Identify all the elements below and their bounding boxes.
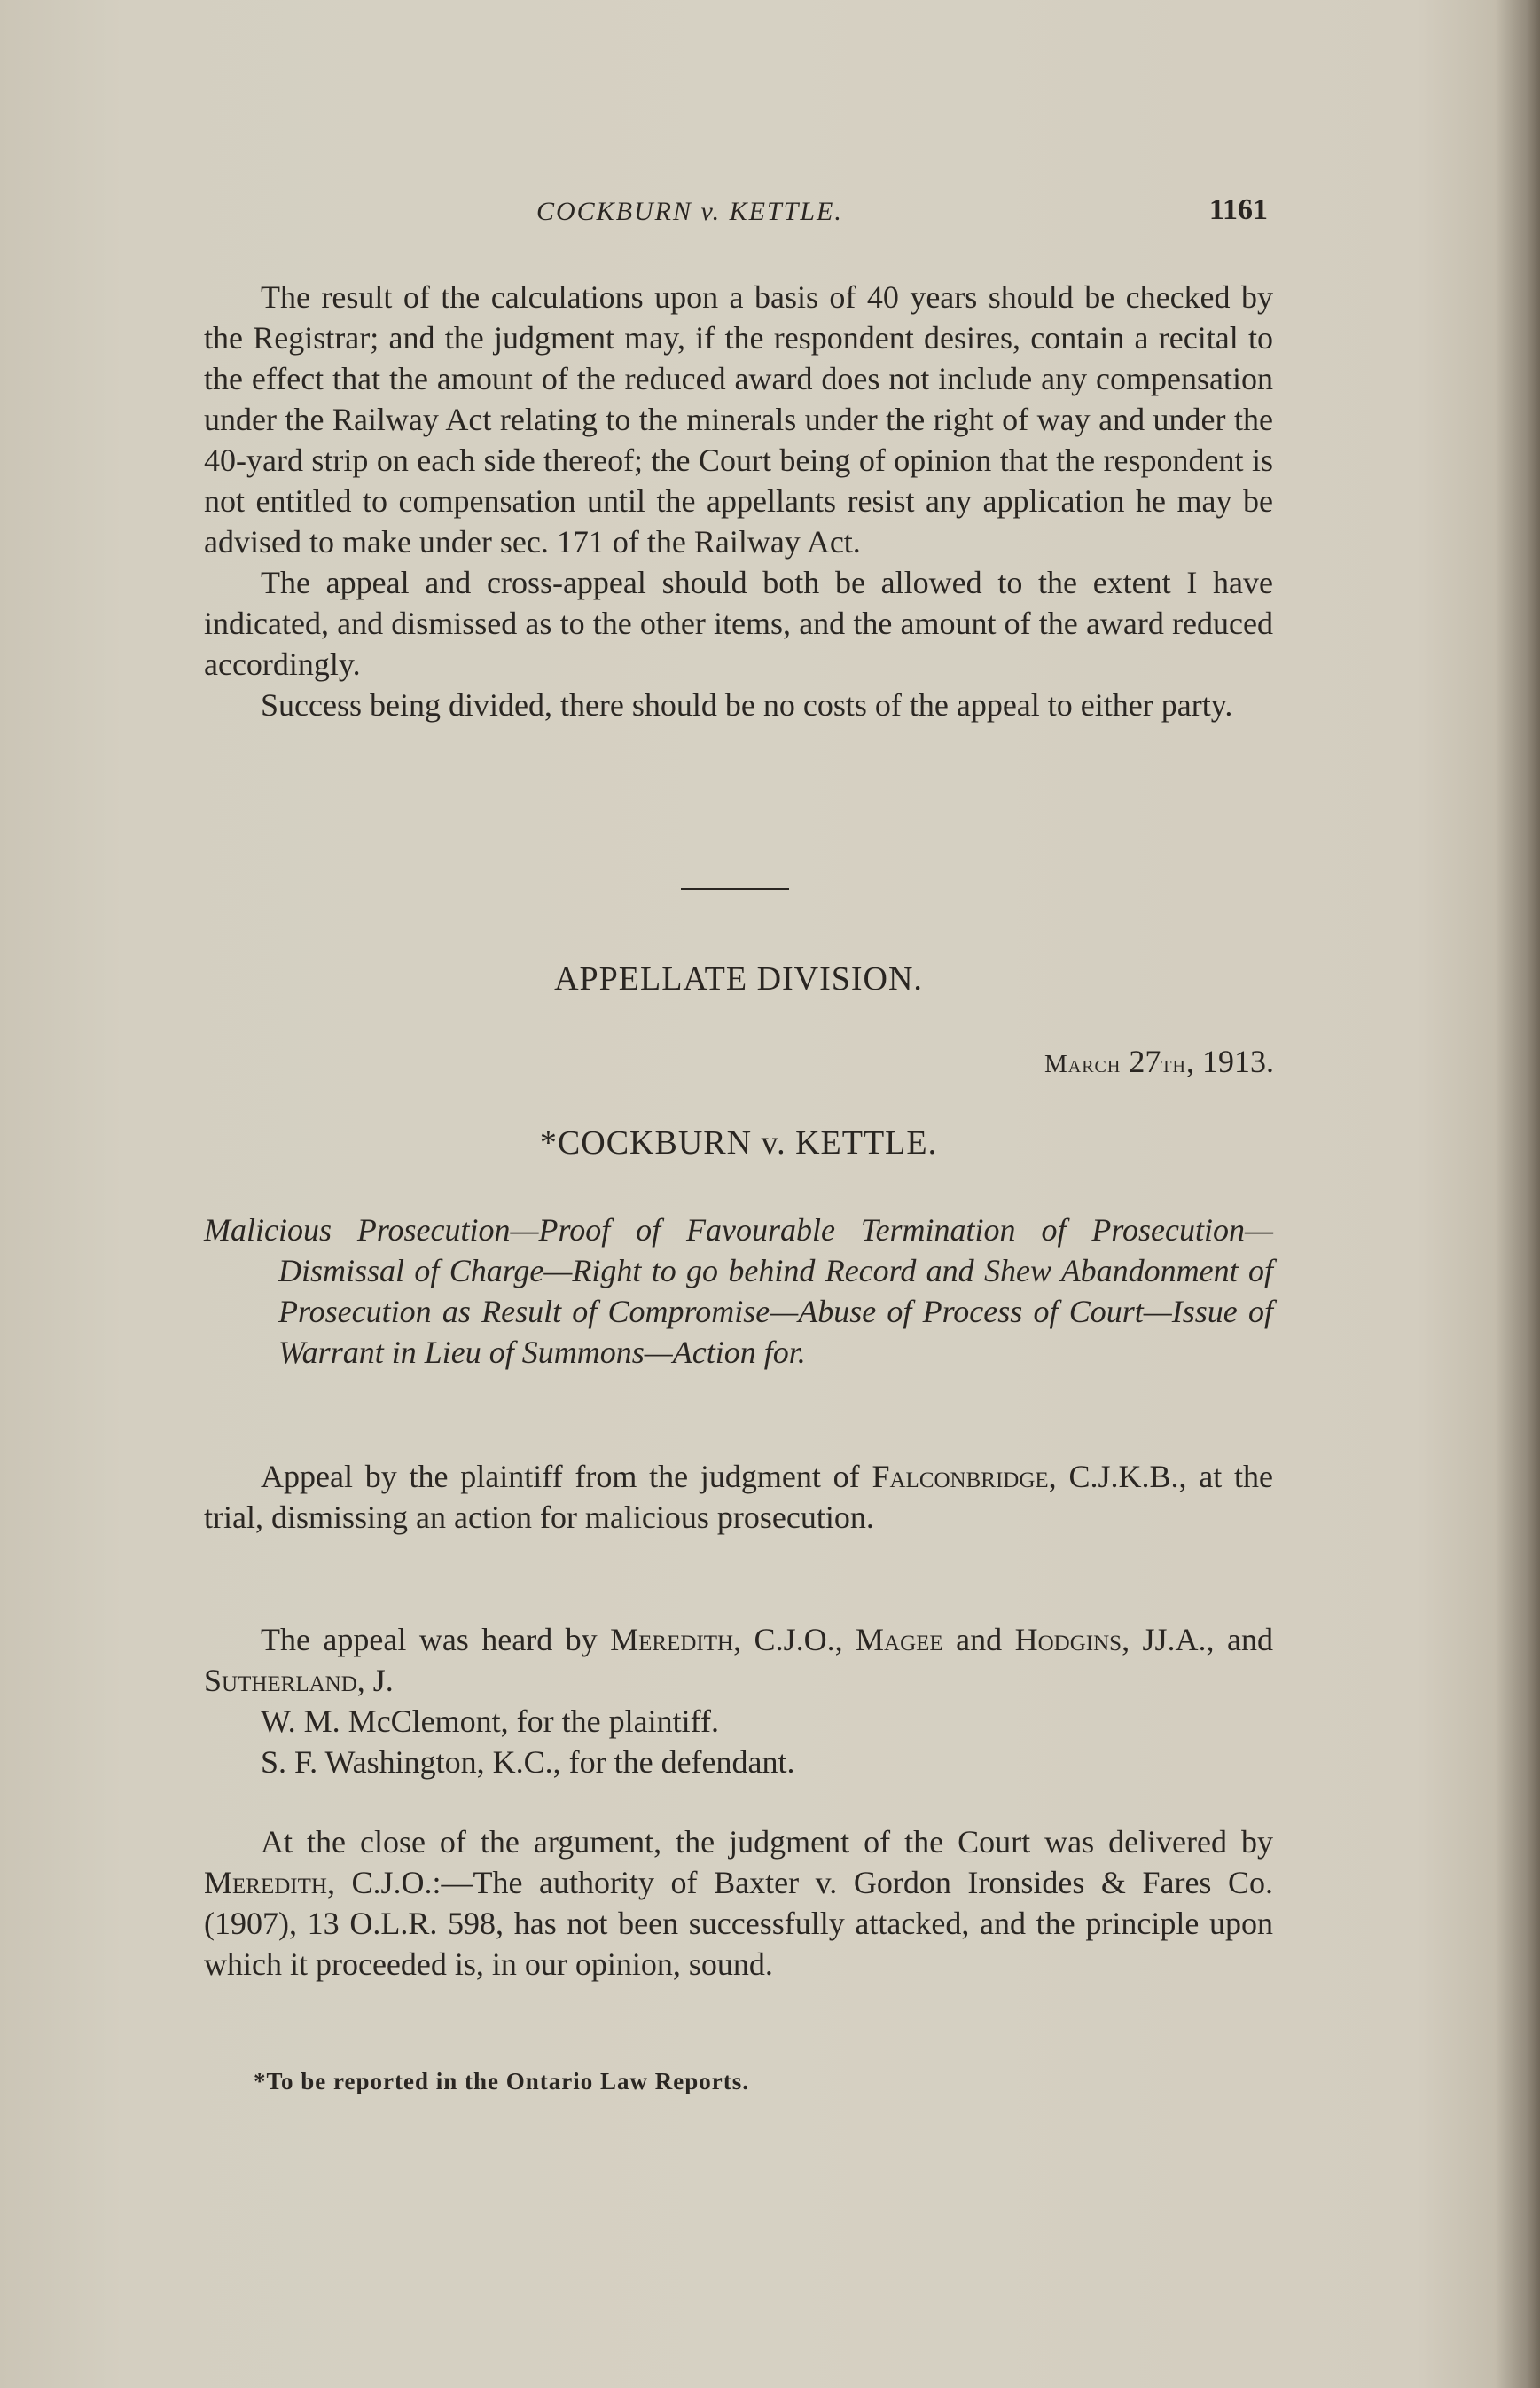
appeal-paragraph [204,1456,1273,1538]
page-number: 1161 [1208,193,1268,226]
judgment-block [204,1821,1273,1985]
judge-sutherland: Sutherland [204,1663,357,1698]
carryover-paragraph-1: The result of the calculations upon a basis of 40 years should be checked by the Registrar; and the judgment may, if the respondent desires, contain a recital to the effect that the amount of the reduced award does not include any compensation under the Railway Act relating to the minerals under the right of way and under the 40-yard strip on each side thereof; the Court being of opinion that the respondent is not entitled to compensation until the appellants resist any application he may be advised to make under sec. 171 of the Railway Act. [204,279,1273,560]
running-head: COCKBURN v. KETTLE. [536,197,843,226]
section-divider [681,888,789,890]
decision-date [1044,1043,1274,1080]
counsel-plaintiff: W. M. McClemont, for the plaintiff. [261,1703,719,1739]
delivering-judge: Meredith [204,1865,327,1900]
headnote: Malicious Prosecution—Proof of Favourable Termination of Prosecution—Dismissal of Charge—Right to go behind Record and Shew Abandonment of Prosecution as Result of Compromise—Abuse of Process of Court—Issue of Warrant in Lieu of Summons—Action for. [204,1212,1273,1370]
hearing-sep-1: , C.J.O., [733,1622,856,1657]
judgment-text-end: , C.J.O.:—The authority of Baxter v. Gordon Ironsides & Fares Co. (1907), 13 O.L.R. 598, has not been successfully attacked, and the principle upon which it proceeded is, in our opinion, sound. [204,1865,1273,1982]
date-year: , 1913. [1186,1044,1274,1079]
judgment-text-start: At the close of the argument, the judgment of the Court was delivered by [261,1824,1273,1860]
page-gutter-shadow [1496,0,1540,2388]
date-month: March [1044,1050,1122,1078]
judge-meredith: Meredith [610,1622,734,1657]
judge-hodgins: Hodgins [1014,1622,1122,1657]
carryover-paragraph-3: Success being divided, there should be no costs of the appeal to either party. [261,687,1233,723]
hearing-sep-2: and [942,1622,1015,1657]
trial-judge-name: Falconbridge [872,1459,1049,1494]
appeal-text-end: , C.J.K.B., at the trial, dismissing an action for malicious prosecution. [204,1459,1274,1535]
footnote: *To be reported in the Ontario Law Reports. [254,2068,749,2094]
case-title: *COCKBURN v. KETTLE. [539,1124,938,1162]
judge-magee: Magee [856,1622,943,1657]
hearing-sep-3: , JJ.A., and [1122,1622,1273,1657]
carryover-text [204,277,1273,725]
division-heading: APPELLATE DIVISION. [554,960,923,998]
appeal-text-start: Appeal by the plaintiff from the judgment of [261,1459,872,1494]
date-suffix: th [1161,1050,1186,1078]
carryover-paragraph-2: The appeal and cross-appeal should both be allowed to the extent I have indicated, and dismissed as to the other items, and the amount of the award reduced accordingly. [204,565,1273,682]
judgment-paragraph [204,1821,1273,1985]
hearing-paragraph [204,1619,1273,1701]
appeal-intro [204,1456,1273,1538]
date-day: 27 [1129,1044,1161,1079]
hearing-text-end: , J. [356,1663,394,1698]
hearing-text-start: The appeal was heard by [261,1622,611,1657]
counsel-defendant: S. F. Washington, K.C., for the defendant. [261,1744,795,1780]
hearing-block [204,1619,1273,1782]
page-header [204,193,1268,232]
